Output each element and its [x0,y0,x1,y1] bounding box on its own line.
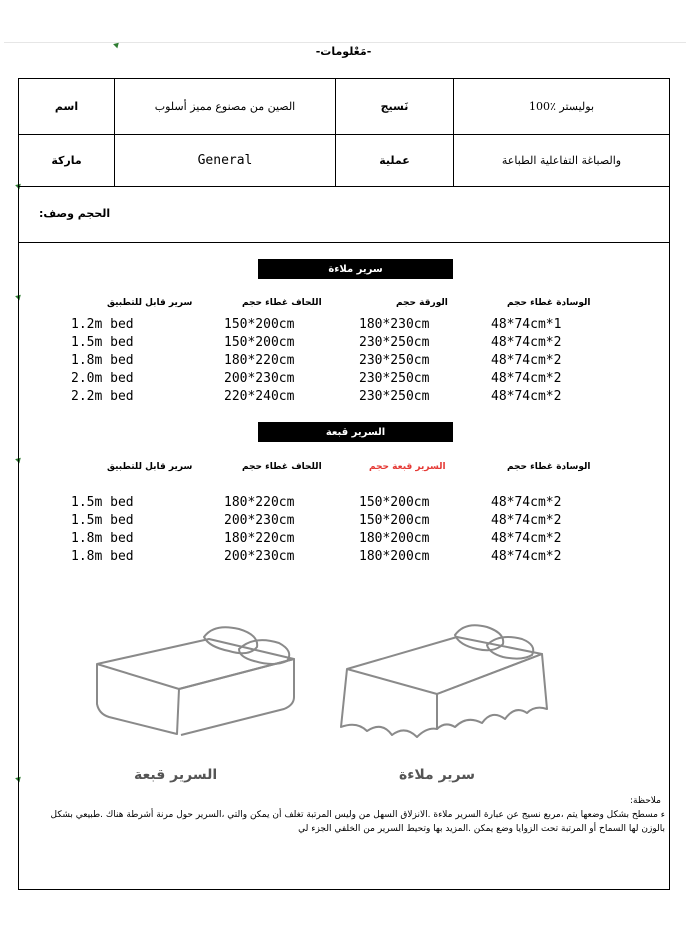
brand-value: General [197,153,253,168]
cap-cell: 150*200cm [359,513,430,528]
pillow-cell: 48*74cm*2 [491,531,562,546]
pillow-cell: 48*74cm*2 [491,495,562,510]
sheet-cell: 230*250cm [359,353,430,368]
bed-cell: 1.5m bed [71,513,134,528]
quilt-cell: 220*240cm [224,389,295,404]
quilt-cell: 180*220cm [224,353,295,368]
table-row [19,495,669,513]
sheet-cell: 180*230cm [359,317,430,332]
quilt-cell: 150*200cm [224,335,295,350]
flat-header-quilt: اللحاف غطاء حجم [242,298,322,308]
fabric-value: بوليستر ٪100 [528,100,595,113]
sheet-cell: 230*250cm [359,389,430,404]
fitted-sheet-band: السرير قبعة [258,422,453,442]
flat-header-pillow: الوسادة غطاء حجم [507,298,591,308]
note-text: ء مسطح بشكل وضعها يتم ،مربع نسيج عن عبارة السرير ملاءة .الانزلاق السهل من وليس المرتبة تغلف أن يمكن والتي ،السرير حول مرنة أشرطة هناك .طبيعي بشكل بالوزن لها السماح أو المرتبة تحت الزوايا وضع يمكن .المزيد بها وتحيط السرير من الخلفي الجزء لي [50,810,665,834]
page-title: -مَعْلومات- [315,45,372,58]
cap-cell: 150*200cm [359,495,430,510]
table-row [19,335,669,353]
size-description-label: :الحجم وصف [39,207,111,220]
quilt-cell: 200*230cm [224,549,295,564]
fitted-header-pillow: الوسادة غطاء حجم [507,462,591,472]
quilt-cell: 180*220cm [224,531,295,546]
flat-header-bed: سرير قابل للتطبيق [107,298,193,308]
fitted-sheet-caption: السرير قبعة [134,767,218,783]
info-row-brand [19,135,669,187]
bed-cell: 1.8m bed [71,531,134,546]
quilt-cell: 200*230cm [224,513,295,528]
flat-sheet-band: سرير ملاءة [258,259,453,279]
pillow-cell: 48*74cm*2 [491,549,562,564]
table-row [19,389,669,407]
bed-cell: 1.5m bed [71,495,134,510]
pillow-cell: 48*74cm*2 [491,389,562,404]
process-value: والصباغة التفاعلية الطباعة [501,154,622,167]
name-label: اسم [54,100,79,113]
sheet-cell: 230*250cm [359,371,430,386]
spec-sheet [18,78,670,890]
flat-sheet-bed-illustration [337,609,552,749]
fitted-header-bed: سرير قابل للتطبيق [107,462,193,472]
pillow-cell: 48*74cm*1 [491,317,562,332]
quilt-cell: 200*230cm [224,371,295,386]
top-divider [4,42,686,43]
bed-cell: 1.5m bed [71,335,134,350]
bed-cell: 1.2m bed [71,317,134,332]
pillow-cell: 48*74cm*2 [491,371,562,386]
brand-label: ماركة [51,154,82,167]
fitted-header-cap: السرير قبعة حجم [369,462,446,472]
table-row [19,513,669,531]
cap-cell: 180*200cm [359,531,430,546]
table-row [19,353,669,371]
bed-cell: 1.8m bed [71,549,134,564]
fabric-label: نَسيج [380,100,409,113]
sheet-cell: 230*250cm [359,335,430,350]
note-title: :ملاحظة [629,796,661,806]
table-row [19,371,669,389]
table-row [19,317,669,335]
pillow-cell: 48*74cm*2 [491,513,562,528]
fitted-sheet-bed-illustration [89,609,299,749]
cap-cell: 180*200cm [359,549,430,564]
bed-cell: 2.0m bed [71,371,134,386]
pillow-cell: 48*74cm*2 [491,335,562,350]
quilt-cell: 150*200cm [224,317,295,332]
flat-sheet-caption: سرير ملاءة [399,767,476,783]
info-row-name [19,79,669,135]
flat-header-sheet: الورقة حجم [396,298,448,308]
process-label: عملية [379,154,410,167]
pillow-cell: 48*74cm*2 [491,353,562,368]
table-row [19,549,669,567]
bed-cell: 2.2m bed [71,389,134,404]
table-row [19,531,669,549]
fitted-header-quilt: اللحاف غطاء حجم [242,462,322,472]
bed-cell: 1.8m bed [71,353,134,368]
size-description-row [19,187,669,243]
quilt-cell: 180*220cm [224,495,295,510]
name-value: الصين من مصنوع مميز أسلوب [154,100,296,113]
